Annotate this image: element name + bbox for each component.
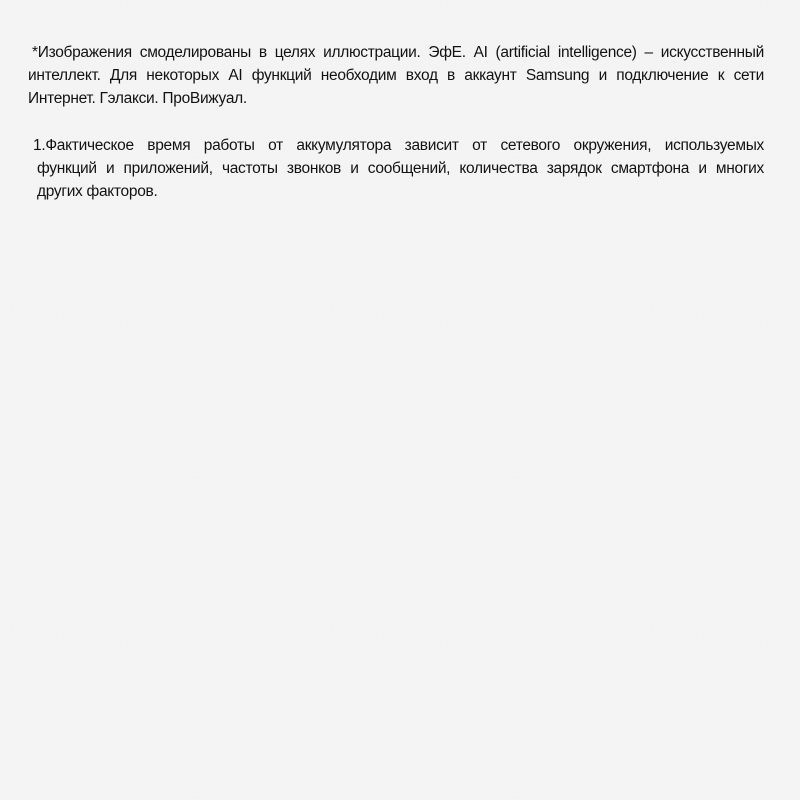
- footnote-paragraph: [28, 41, 764, 110]
- disclaimer-section: [28, 41, 764, 203]
- numbered-note-line-1-text: Фактическое время работы от аккумулятора зависит от сетевого окружения, используемых: [45, 137, 764, 154]
- footnote-line-3: Интернет. Гэлакси. ПроВижуал.: [28, 90, 247, 107]
- numbered-note-paragraph: [33, 134, 764, 203]
- note-number-marker: 1.: [33, 137, 46, 154]
- footnote-line-1: *Изображения смоделированы в целях иллюстрации. ЭфЕ. AI (artificial intelligence) – искусственный: [32, 44, 764, 61]
- numbered-note-line-3: других факторов.: [37, 183, 158, 200]
- numbered-note-line-2: функций и приложений, частоты звонков и сообщений, количества зарядок смартфона и многих: [37, 160, 764, 177]
- footnote-line-2: интеллект. Для некоторых AI функций необходим вход в аккаунт Samsung и подключение к сети: [28, 67, 764, 84]
- numbered-note-line-1: [33, 134, 764, 157]
